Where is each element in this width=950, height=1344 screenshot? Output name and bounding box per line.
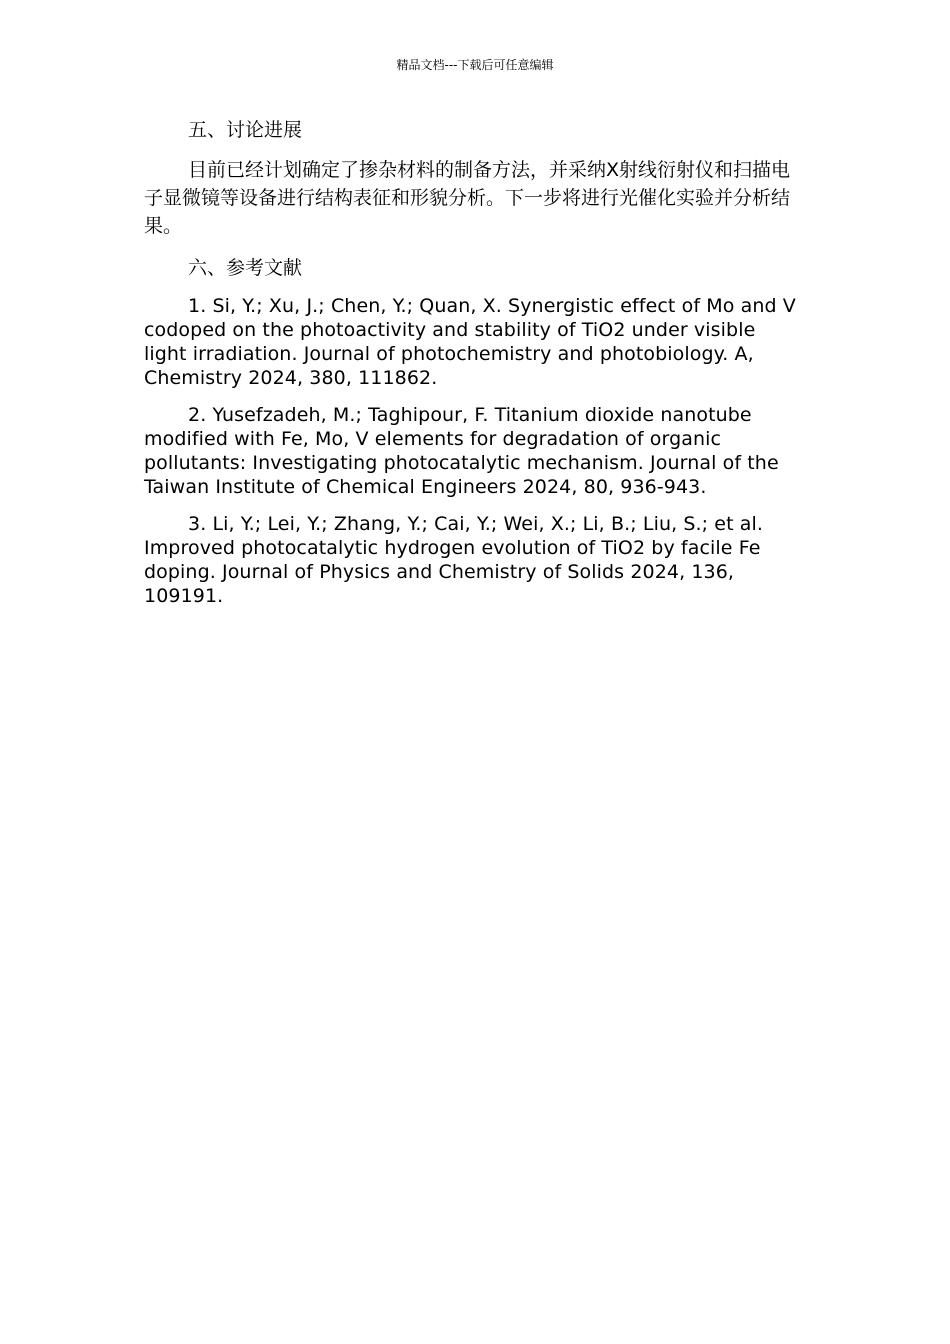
page-header: 精品文档---下载后可任意编辑 (396, 58, 554, 72)
document-body (144, 116, 804, 621)
section-heading-discussion: 五、讨论进展 (188, 119, 303, 141)
discussion-paragraph: 目前已经计划确定了掺杂材料的制备方法，并采纳X射线衍射仪和扫描电子显微镜等设备进行结构表征和形貌分析。下一步将进行光催化实验并分析结果。 (144, 159, 791, 237)
reference-item: 1. Si, Y.; Xu, J.; Chen, Y.; Quan, X. Synergistic effect of Mo and V codoped on the photoactivity and stability of TiO2 under visible light irradiation. Journal of photochemistry and photobiology. A, Chemistry 2024, 380, 111862. (144, 295, 796, 389)
reference-item: 2. Yusefzadeh, M.; Taghipour, F. Titanium dioxide nanotube modified with Fe, Mo, V elements for degradation of organic pollutants: Investigating photocatalytic mechanism. Journal of the Taiwan Institute of Chemical Engineers 2024, 80, 936-943. (144, 404, 779, 498)
section-heading-references: 六、参考文献 (188, 257, 303, 279)
reference-item: 3. Li, Y.; Lei, Y.; Zhang, Y.; Cai, Y.; Wei, X.; Li, B.; Liu, S.; et al. Improved photocatalytic hydrogen evolution of TiO2 by facile Fe doping. Journal of Physics and Chemistry of Solids 2024, 136, 109191. (144, 513, 764, 607)
reference-list (144, 294, 804, 608)
